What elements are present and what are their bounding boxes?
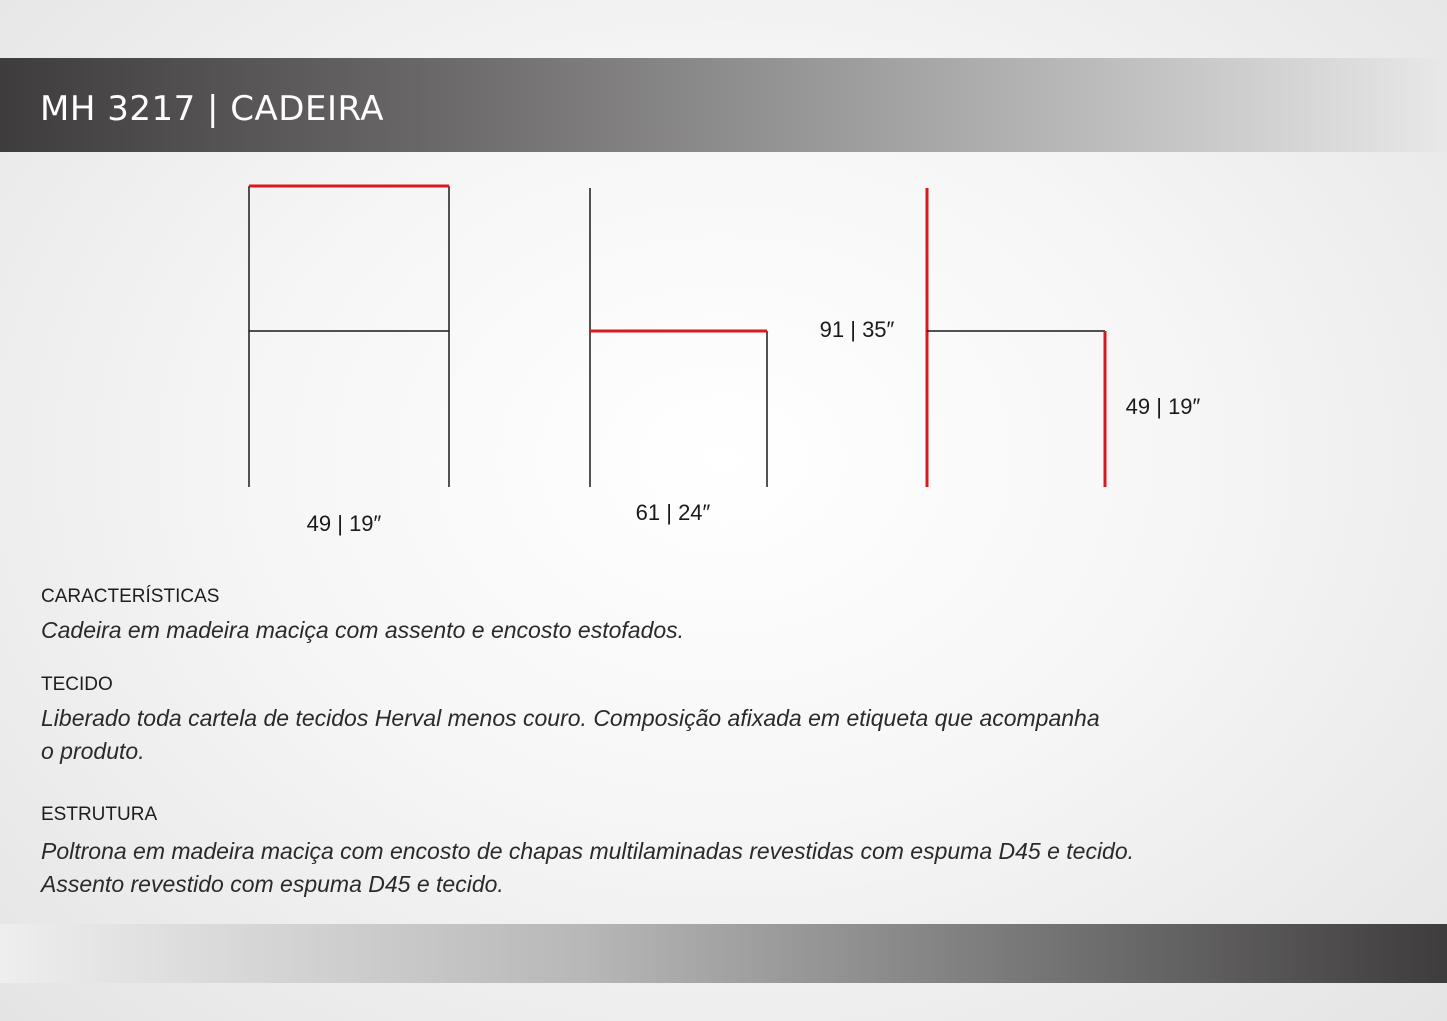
side-view-drawing bbox=[590, 188, 767, 525]
section-text-tecido-line-2: o produto. bbox=[41, 738, 145, 764]
section-label-tecido: TECIDO bbox=[41, 674, 113, 695]
side-depth-label: 61 | 24″ bbox=[635, 500, 711, 525]
seat-height-label: 49 | 19″ bbox=[1125, 394, 1201, 419]
section-text-tecido-line-1: Liberado toda cartela de tecidos Herval menos couro. Composição afixada em etiqueta que acompanha bbox=[41, 705, 1100, 731]
height-view-drawing bbox=[820, 188, 1201, 487]
section-text-estrutura-line-1: Poltrona em madeira maciça com encosto de chapas multilaminadas revestidas com espuma D45 e tecido. bbox=[41, 838, 1135, 864]
section-label-estrutura: ESTRUTURA bbox=[41, 804, 158, 825]
height-label: 91 | 35″ bbox=[819, 317, 895, 342]
front-view-drawing bbox=[249, 186, 449, 536]
page-title: MH 3217 | CADEIRA bbox=[40, 89, 385, 129]
section-label-caracteristicas: CARACTERÍSTICAS bbox=[41, 586, 220, 607]
section-text-estrutura-line-2: Assento revestido com espuma D45 e tecido. bbox=[41, 871, 504, 897]
footer-band bbox=[0, 924, 1447, 983]
front-width-label: 49 | 19″ bbox=[306, 511, 382, 536]
section-text-caracteristicas: Cadeira em madeira maciça com assento e encosto estofados. bbox=[41, 617, 685, 643]
